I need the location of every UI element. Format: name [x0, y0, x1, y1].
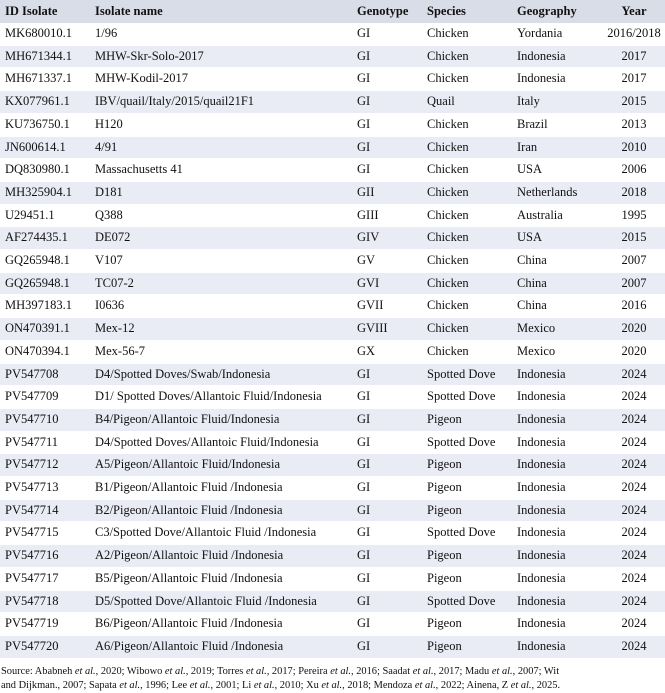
cell-species: Chicken [427, 139, 469, 154]
table-row [0, 363, 665, 386]
cell-genotype: GII [357, 184, 375, 199]
cell-isolate-name: Mex-12 [95, 321, 135, 336]
cell-geography: Italy [517, 94, 540, 109]
cell-isolate-name: D5/Spotted Dove/Allantoic Fluid /Indonesia [95, 593, 317, 608]
cell-geography: China [517, 275, 547, 290]
cell-species: Chicken [427, 321, 469, 336]
cell-species: Spotted Dove [427, 593, 496, 608]
cell-id-isolate: MH397183.1 [5, 298, 73, 313]
cell-genotype: GI [357, 366, 371, 381]
cell-id-isolate: PV547717 [5, 570, 59, 585]
table-row [0, 408, 665, 431]
cell-species: Quail [427, 94, 455, 109]
column-header-genotype: Genotype [357, 4, 409, 18]
cell-species: Pigeon [427, 570, 462, 585]
cell-year: 2024 [621, 502, 647, 517]
cell-isolate-name: IBV/quail/Italy/2015/quail21F1 [95, 94, 255, 109]
source-line-2: and Dijkman., 2007; Sapata et al., 1996; Lee et al., 2001; Li et al., 2010; Xu et al., 2018; Mendoza et al., 2022; Ainena, Z et al., 2025. [1, 679, 561, 691]
cell-geography: Indonesia [517, 389, 566, 404]
cell-genotype: GI [357, 26, 371, 40]
column-header-id-isolate: ID Isolate [5, 4, 58, 18]
source-note [0, 659, 665, 693]
cell-geography: Indonesia [517, 502, 566, 517]
cell-isolate-name: Mex-56-7 [95, 343, 145, 358]
cell-year: 2010 [621, 139, 647, 154]
table-row [0, 635, 665, 658]
table-row [0, 567, 665, 590]
cell-isolate-name: Massachusetts 41 [95, 162, 183, 177]
cell-id-isolate: ON470394.1 [5, 343, 70, 358]
cell-id-isolate: DQ830980.1 [5, 162, 70, 177]
cell-isolate-name: B4/Pigeon/Allantoic Fluid/Indonesia [95, 411, 280, 426]
cell-isolate-name: D4/Spotted Doves/Allantoic Fluid/Indonesia [95, 434, 319, 449]
cell-year: 2024 [621, 434, 647, 449]
cell-species: Spotted Dove [427, 366, 496, 381]
cell-id-isolate: MH671337.1 [5, 71, 73, 86]
cell-geography: Indonesia [517, 593, 566, 608]
cell-genotype: GX [357, 343, 376, 358]
cell-isolate-name: Q388 [95, 207, 123, 222]
column-header-isolate-name: Isolate name [95, 4, 163, 18]
cell-id-isolate: MK680010.1 [5, 26, 73, 40]
table-row [0, 181, 665, 204]
cell-genotype: GI [357, 139, 371, 154]
cell-id-isolate: PV547711 [5, 434, 59, 449]
table-row [0, 45, 665, 68]
cell-id-isolate: PV547713 [5, 480, 59, 495]
cell-id-isolate: JN600614.1 [5, 139, 66, 154]
cell-isolate-name: A6/Pigeon/Allantoic Fluid /Indonesia [95, 638, 284, 653]
cell-geography: Indonesia [517, 616, 566, 631]
cell-isolate-name: A5/Pigeon/Allantoic Fluid/Indonesia [95, 457, 281, 472]
table-row [0, 136, 665, 159]
cell-year: 2017 [621, 71, 647, 86]
cell-genotype: GVI [357, 275, 380, 290]
cell-genotype: GI [357, 616, 371, 631]
cell-species: Chicken [427, 207, 469, 222]
cell-species: Chicken [427, 162, 469, 177]
cell-geography: Indonesia [517, 411, 566, 426]
cell-year: 2016 [621, 298, 647, 313]
cell-year: 2007 [621, 253, 647, 268]
cell-year: 2024 [621, 366, 647, 381]
cell-genotype: GIV [357, 230, 380, 245]
cell-isolate-name: D1/ Spotted Doves/Allantoic Fluid/Indonesia [95, 389, 322, 404]
cell-genotype: GI [357, 525, 371, 540]
cell-species: Chicken [427, 184, 469, 199]
cell-isolate-name: I0636 [95, 298, 125, 313]
cell-species: Chicken [427, 275, 469, 290]
cell-geography: China [517, 253, 547, 268]
table-row [0, 250, 665, 273]
table-header [0, 0, 665, 23]
cell-isolate-name: A2/Pigeon/Allantoic Fluid /Indonesia [95, 548, 284, 563]
cell-genotype: GVII [357, 298, 384, 313]
cell-geography: Indonesia [517, 480, 566, 495]
table-row [0, 68, 665, 91]
cell-id-isolate: PV547715 [5, 525, 59, 540]
table-row [0, 454, 665, 477]
cell-geography: Mexico [517, 321, 556, 336]
column-header-species: Species [427, 4, 466, 18]
cell-year: 2007 [621, 275, 647, 290]
cell-genotype: GVIII [357, 321, 388, 336]
cell-species: Pigeon [427, 457, 462, 472]
cell-year: 2024 [621, 525, 647, 540]
cell-year: 2006 [621, 162, 647, 177]
cell-year: 1995 [621, 207, 647, 222]
cell-genotype: GI [357, 593, 371, 608]
cell-year: 2020 [621, 343, 647, 358]
table-row [0, 295, 665, 318]
cell-species: Chicken [427, 253, 469, 268]
cell-species: Chicken [427, 26, 469, 40]
cell-id-isolate: ON470391.1 [5, 321, 70, 336]
cell-isolate-name: B5/Pigeon/Allantoic Fluid /Indonesia [95, 570, 283, 585]
cell-isolate-name: TC07-2 [95, 275, 134, 290]
cell-id-isolate: PV547718 [5, 593, 59, 608]
column-header-geography: Geography [517, 4, 577, 18]
cell-year: 2015 [621, 230, 647, 245]
table-row [0, 159, 665, 182]
cell-isolate-name: D181 [95, 184, 123, 199]
cell-year: 2018 [621, 184, 647, 199]
cell-geography: Indonesia [517, 548, 566, 563]
cell-id-isolate: MH325904.1 [5, 184, 73, 199]
cell-species: Pigeon [427, 638, 462, 653]
cell-genotype: GV [357, 253, 376, 268]
cell-isolate-name: DE072 [95, 230, 131, 245]
cell-genotype: GI [357, 434, 371, 449]
cell-species: Chicken [427, 116, 469, 131]
cell-isolate-name: D4/Spotted Doves/Swab/Indonesia [95, 366, 271, 381]
cell-id-isolate: PV547714 [5, 502, 59, 517]
cell-species: Spotted Dove [427, 389, 496, 404]
cell-geography: Indonesia [517, 434, 566, 449]
table-row [0, 431, 665, 454]
table-body [0, 23, 665, 658]
cell-id-isolate: AF274435.1 [5, 230, 68, 245]
cell-isolate-name: MHW-Kodil-2017 [95, 71, 189, 86]
cell-geography: Indonesia [517, 570, 566, 585]
header-row [0, 0, 665, 23]
cell-genotype: GI [357, 548, 371, 563]
cell-id-isolate: PV547716 [5, 548, 59, 563]
cell-year: 2024 [621, 593, 647, 608]
cell-year: 2015 [621, 94, 647, 109]
cell-genotype: GI [357, 480, 371, 495]
cell-genotype: GI [357, 48, 371, 63]
cell-genotype: GI [357, 94, 371, 109]
cell-genotype: GI [357, 389, 371, 404]
cell-species: Pigeon [427, 411, 462, 426]
cell-species: Chicken [427, 230, 469, 245]
table-row [0, 477, 665, 500]
cell-year: 2017 [621, 48, 647, 63]
cell-id-isolate: PV547709 [5, 389, 59, 404]
cell-year: 2020 [621, 321, 647, 336]
cell-geography: USA [517, 230, 543, 245]
cell-genotype: GI [357, 570, 371, 585]
source-line-1: Source: Ababneh et al., 2020; Wibowo et al., 2019; Torres et al., 2017; Pereira et al., 2016; Saadat et al., 2017; Madu et al., 2007; Wit [1, 665, 560, 677]
cell-year: 2024 [621, 638, 647, 653]
cell-geography: Indonesia [517, 71, 566, 86]
cell-species: Pigeon [427, 548, 462, 563]
table-row [0, 272, 665, 295]
cell-genotype: GI [357, 411, 371, 426]
cell-isolate-name: 1/96 [95, 26, 118, 40]
cell-isolate-name: B2/Pigeon/Allantoic Fluid /Indonesia [95, 502, 283, 517]
cell-year: 2016/2018 [607, 26, 661, 40]
cell-year: 2024 [621, 411, 647, 426]
table-row [0, 386, 665, 409]
cell-genotype: GI [357, 116, 371, 131]
column-header-year: Year [621, 4, 647, 18]
table-row [0, 545, 665, 568]
table-row [0, 522, 665, 545]
table-row [0, 499, 665, 522]
table-row [0, 318, 665, 341]
cell-isolate-name: 4/91 [95, 139, 118, 154]
cell-id-isolate: PV547712 [5, 457, 59, 472]
cell-id-isolate: GQ265948.1 [5, 253, 70, 268]
cell-geography: Australia [517, 207, 563, 222]
cell-id-isolate: PV547710 [5, 411, 59, 426]
cell-species: Chicken [427, 71, 469, 86]
cell-species: Pigeon [427, 616, 462, 631]
cell-isolate-name: MHW-Skr-Solo-2017 [95, 48, 204, 63]
cell-geography: Iran [517, 139, 538, 154]
cell-isolate-name: B6/Pigeon/Allantoic Fluid /Indonesia [95, 616, 283, 631]
cell-isolate-name: B1/Pigeon/Allantoic Fluid /Indonesia [95, 480, 283, 495]
cell-id-isolate: U29451.1 [5, 207, 55, 222]
cell-species: Spotted Dove [427, 525, 496, 540]
cell-isolate-name: V107 [95, 253, 123, 268]
cell-geography: Mexico [517, 343, 556, 358]
cell-id-isolate: PV547720 [5, 638, 59, 653]
cell-isolate-name: C3/Spotted Dove/Allantoic Fluid /Indonesia [95, 525, 317, 540]
cell-geography: Indonesia [517, 525, 566, 540]
cell-geography: Indonesia [517, 638, 566, 653]
cell-genotype: GI [357, 638, 371, 653]
cell-year: 2024 [621, 548, 647, 563]
cell-genotype: GI [357, 162, 371, 177]
cell-year: 2024 [621, 389, 647, 404]
cell-geography: Indonesia [517, 48, 566, 63]
cell-id-isolate: MH671344.1 [5, 48, 73, 63]
cell-id-isolate: GQ265948.1 [5, 275, 70, 290]
cell-id-isolate: KU736750.1 [5, 116, 70, 131]
cell-geography: China [517, 298, 547, 313]
table-row [0, 340, 665, 363]
cell-geography: Netherlands [517, 184, 578, 199]
cell-year: 2024 [621, 457, 647, 472]
cell-geography: Indonesia [517, 457, 566, 472]
table-row [0, 204, 665, 227]
cell-year: 2024 [621, 570, 647, 585]
cell-species: Chicken [427, 298, 469, 313]
cell-species: Spotted Dove [427, 434, 496, 449]
cell-species: Pigeon [427, 480, 462, 495]
cell-geography: Indonesia [517, 366, 566, 381]
table-row [0, 613, 665, 636]
table-row [0, 227, 665, 250]
cell-isolate-name: H120 [95, 116, 123, 131]
cell-year: 2024 [621, 480, 647, 495]
table-row [0, 590, 665, 613]
cell-geography: USA [517, 162, 543, 177]
table-row [0, 91, 665, 114]
cell-year: 2013 [621, 116, 647, 131]
cell-genotype: GI [357, 71, 371, 86]
cell-species: Pigeon [427, 502, 462, 517]
cell-geography: Brazil [517, 116, 548, 131]
cell-species: Chicken [427, 343, 469, 358]
cell-genotype: GI [357, 457, 371, 472]
cell-genotype: GI [357, 502, 371, 517]
table-row [0, 23, 665, 45]
cell-genotype: GIII [357, 207, 379, 222]
cell-geography: Yordania [517, 26, 563, 40]
cell-year: 2024 [621, 616, 647, 631]
table-row [0, 113, 665, 136]
cell-species: Chicken [427, 48, 469, 63]
cell-id-isolate: PV547708 [5, 366, 59, 381]
cell-id-isolate: KX077961.1 [5, 94, 70, 109]
cell-id-isolate: PV547719 [5, 616, 59, 631]
